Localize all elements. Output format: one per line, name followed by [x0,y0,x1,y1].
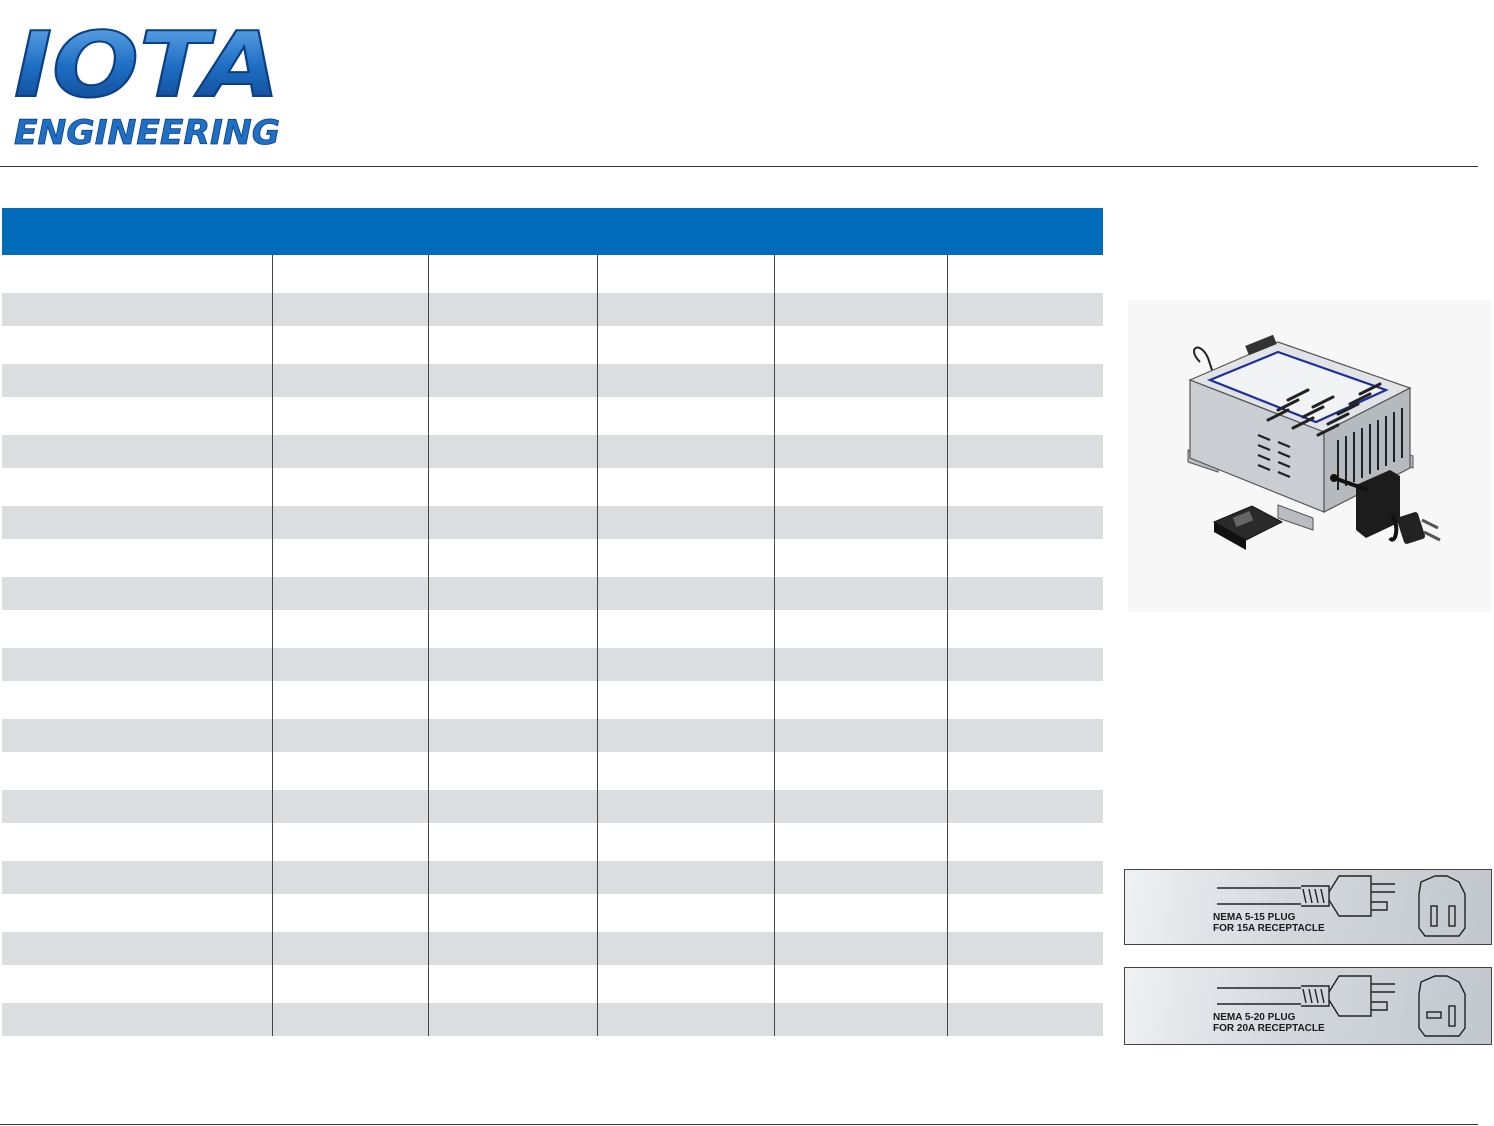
table-row [2,719,1103,752]
spec-table-header [2,208,1103,255]
table-row [2,681,1103,719]
table-row [2,435,1103,468]
iota-logo-icon [8,18,286,150]
table-row [2,293,1103,326]
table-row [2,468,1103,506]
table-row [2,364,1103,397]
table-row [2,648,1103,681]
table-row [2,752,1103,790]
table-row [2,539,1103,577]
table-row [2,397,1103,435]
table-row [2,932,1103,965]
brand-logo [8,18,286,150]
power-converter-charger-image [1128,300,1492,612]
table-row [2,1003,1103,1036]
table-row [2,894,1103,932]
plug-card-nema-5-20 [1124,967,1492,1045]
plug-1-line2: FOR 15A RECEPTACLE [1213,923,1325,934]
logo-subword: ENGINEERING [14,113,280,150]
nema-5-20-plug-icon [1125,968,1492,1045]
nema-5-15-plug-icon [1125,870,1492,945]
table-row [2,255,1103,293]
spec-table-body [2,255,1103,1036]
table-row [2,790,1103,823]
table-row [2,610,1103,648]
table-row [2,506,1103,539]
table-row [2,823,1103,861]
plug-2-line1: NEMA 5-20 PLUG [1213,1012,1296,1023]
product-image [1128,300,1492,612]
table-row [2,577,1103,610]
spec-table [2,208,1103,1036]
plug-card-nema-5-15 [1124,869,1492,945]
plug-2-line2: FOR 20A RECEPTACLE [1213,1023,1325,1034]
table-row [2,326,1103,364]
logo-word: IOTA [14,18,280,118]
table-row [2,965,1103,1003]
plug-1-line1: NEMA 5-15 PLUG [1213,912,1296,923]
top-divider [0,166,1478,167]
table-row [2,861,1103,894]
bottom-divider [0,1124,1478,1125]
